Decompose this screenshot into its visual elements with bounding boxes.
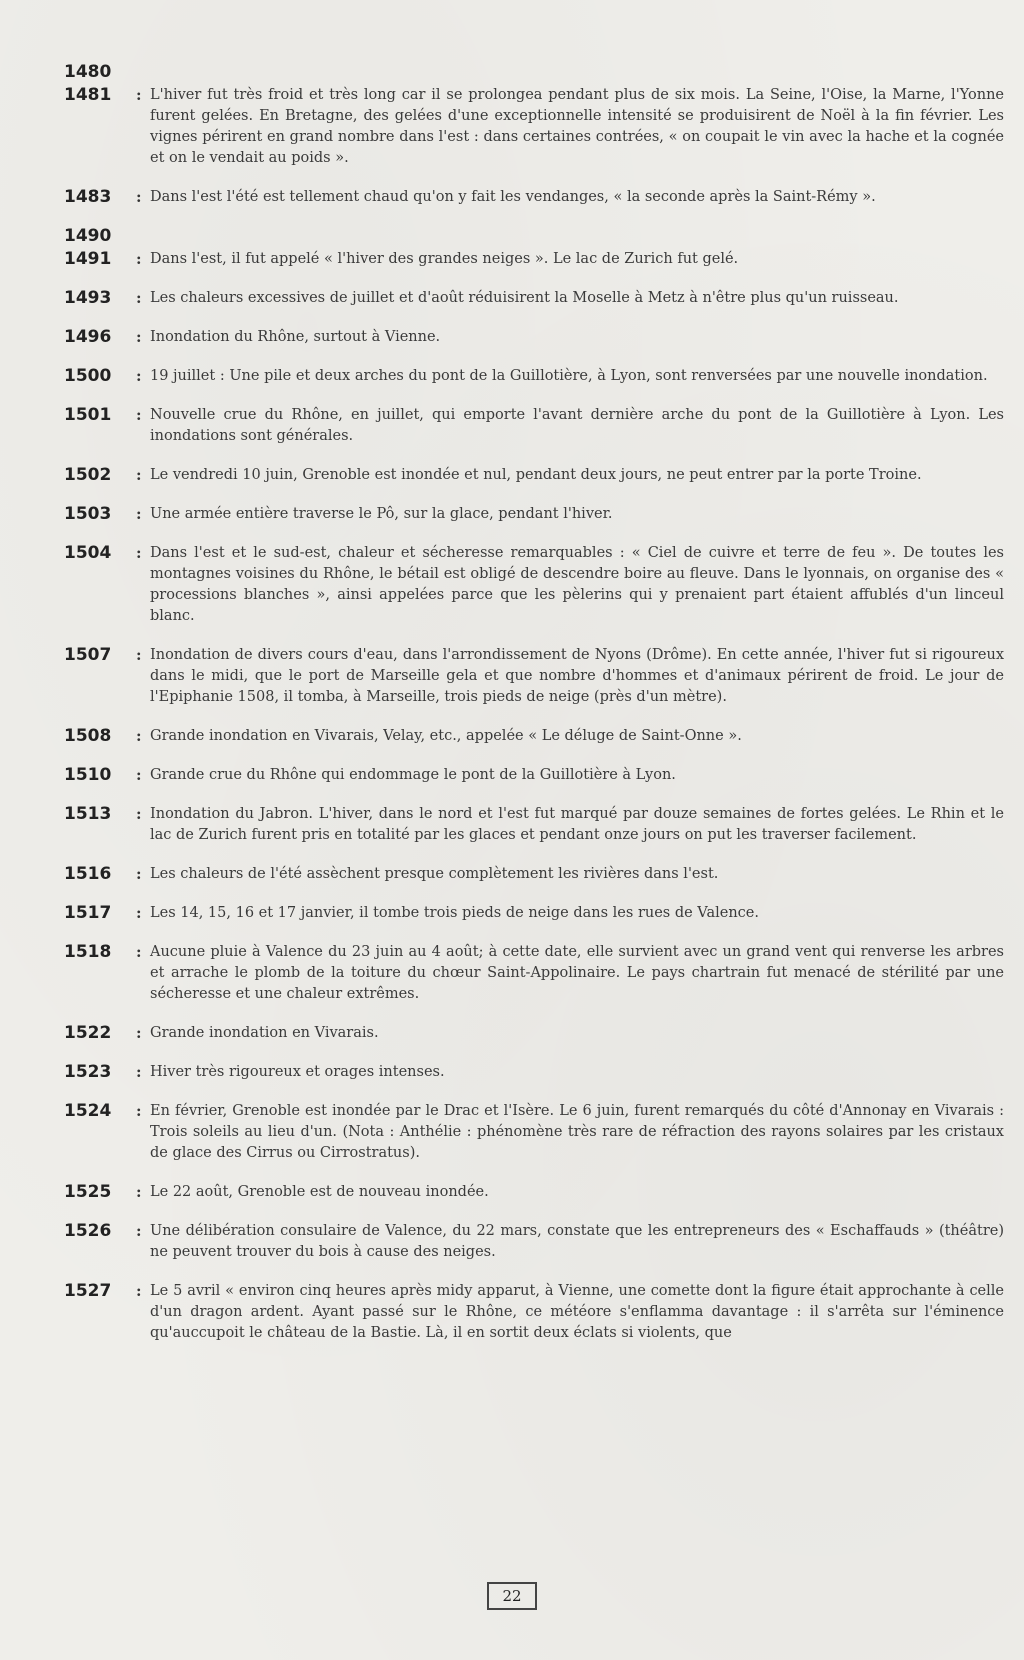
chronology-entry — [64, 226, 1004, 247]
entry-text: Aucune pluie à Valence du 23 juin au 4 août; à cette date, elle survient avec un grand vent qui renverse les arbres et arrache le plomb de la toiture du chœur Saint-Appolinaire. Le pays chartrain fut menacé de stérilité par une sécheresse et une chaleur extrêmes. — [150, 944, 1004, 1002]
entry-year: 1527 — [64, 1281, 112, 1301]
entry-text: Une délibération consulaire de Valence, du 22 mars, constate que les entrepreneurs des « Eschaffauds » (théâtre) ne peuvent trouver du bois à cause des neiges. — [150, 1223, 1004, 1260]
entry-text: Le vendredi 10 juin, Grenoble est inondée et nul, pendant deux jours, ne peut entrer par la porte Troine. — [150, 467, 922, 483]
chronology-entry — [64, 903, 1004, 924]
entry-year: 1504 — [64, 543, 112, 563]
chronology-entry — [64, 465, 1004, 486]
chronology-entry — [64, 804, 1004, 846]
entry-text: Inondation du Rhône, surtout à Vienne. — [150, 329, 441, 345]
entry-separator: : — [136, 646, 142, 664]
entry-year: 1502 — [64, 465, 112, 485]
entry-text: Grande inondation en Vivarais. — [150, 1025, 379, 1041]
entry-text: Hiver très rigoureux et orages intenses. — [150, 1064, 445, 1080]
entry-text: Dans l'est l'été est tellement chaud qu'on y fait les vendanges, « la seconde après la Saint-Rémy ». — [150, 189, 876, 205]
chronology-entry — [64, 327, 1004, 348]
chronology-entry — [64, 85, 1004, 169]
entry-separator: : — [136, 805, 142, 823]
chronology-entry — [64, 249, 1004, 270]
entry-year: 1480 — [64, 62, 112, 82]
entry-year: 1491 — [64, 249, 112, 269]
entry-year: 1508 — [64, 726, 112, 746]
entry-year: 1524 — [64, 1101, 112, 1121]
chronology-entry — [64, 1023, 1004, 1044]
entry-separator: : — [136, 1222, 142, 1240]
chronology-entry — [64, 288, 1004, 309]
entry-year: 1522 — [64, 1023, 112, 1043]
chronology-entry — [64, 187, 1004, 208]
entry-separator: : — [136, 328, 142, 346]
entry-text: Inondation du Jabron. L'hiver, dans le nord et l'est fut marqué par douze semaines de fortes gelées. Le Rhin et le lac de Zurich furent pris en totalité par les glaces et pendant onze jours on put les traverser facilement. — [150, 806, 1004, 843]
chronology-entry — [64, 62, 1004, 83]
entry-separator: : — [136, 544, 142, 562]
entry-separator: : — [136, 865, 142, 883]
entry-separator: : — [136, 86, 142, 104]
entry-text: Dans l'est et le sud-est, chaleur et sécheresse remarquables : « Ciel de cuivre et terre de feu ». De toutes les montagnes voisines du Rhône, le bétail est obligé de descendre boire au fleuve. Dans le lyonnais, on organise des « processions blanches », ainsi appelées parce que les pèlerins qui y prenaient part étaient affublés d'un linceul blanc. — [150, 545, 1004, 624]
chronology-entry — [64, 1281, 1004, 1344]
entry-year: 1501 — [64, 405, 112, 425]
chronology-entry — [64, 765, 1004, 786]
entry-separator: : — [136, 367, 142, 385]
entry-year: 1490 — [64, 226, 112, 246]
chronology-entry — [64, 645, 1004, 708]
entry-text: Grande inondation en Vivarais, Velay, etc., appelée « Le déluge de Saint-Onne ». — [150, 728, 742, 744]
entry-year: 1500 — [64, 366, 112, 386]
chronology-entry — [64, 366, 1004, 387]
entry-year: 1513 — [64, 804, 112, 824]
entry-text: Grande crue du Rhône qui endommage le pont de la Guillotière à Lyon. — [150, 767, 676, 783]
entry-text: Inondation de divers cours d'eau, dans l'arrondissement de Nyons (Drôme). En cette année, l'hiver fut si rigoureux dans le midi, que le port de Marseille gela et que nombre d'hommes et d'animaux périrent de froid. Le jour de l'Epiphanie 1508, il tomba, à Marseille, trois pieds de neige (près d'un mètre). — [150, 647, 1004, 705]
chronology-entry — [64, 864, 1004, 885]
entry-year: 1503 — [64, 504, 112, 524]
entry-text: Les chaleurs de l'été assèchent presque complètement les rivières dans l'est. — [150, 866, 719, 882]
chronology-entry — [64, 504, 1004, 525]
entry-year: 1496 — [64, 327, 112, 347]
chronology-entry — [64, 1062, 1004, 1083]
entry-text: Nouvelle crue du Rhône, en juillet, qui emporte l'avant dernière arche du pont de la Guillotière à Lyon. Les inondations sont générales. — [150, 407, 1004, 444]
entry-text: Le 5 avril « environ cinq heures après midy apparut, à Vienne, une comette dont la figure était approchante à celle d'un dragon ardent. Ayant passé sur le Rhône, ce météore s'enflamma davantage : il s'arrêta sur l'éminence qu'auccupoit le château de la Bastie. Là, il en sortit deux éclats si violents, que — [150, 1283, 1004, 1341]
entry-year: 1493 — [64, 288, 112, 308]
entry-year: 1481 — [64, 85, 112, 105]
entry-separator: : — [136, 505, 142, 523]
chronology-entry — [64, 726, 1004, 747]
entry-separator: : — [136, 943, 142, 961]
entry-separator: : — [136, 1102, 142, 1120]
entry-year: 1516 — [64, 864, 112, 884]
chronology-entry — [64, 942, 1004, 1005]
entry-separator: : — [136, 1063, 142, 1081]
entry-year: 1483 — [64, 187, 112, 207]
entry-separator: : — [136, 406, 142, 424]
entry-separator: : — [136, 1183, 142, 1201]
entry-separator: : — [136, 766, 142, 784]
entry-year: 1517 — [64, 903, 112, 923]
chronology-entry — [64, 1101, 1004, 1164]
chronology-entry — [64, 1182, 1004, 1203]
entry-year: 1523 — [64, 1062, 112, 1082]
entry-text: En février, Grenoble est inondée par le Drac et l'Isère. Le 6 juin, furent remarqués du côté d'Annonay en Vivarais : Trois soleils au lieu d'un. (Nota : Anthélie : phénomène très rare de réfraction des rayons solaires par les cristaux de glace des Cirrus ou Cirrostratus). — [150, 1103, 1004, 1161]
entry-separator: : — [136, 466, 142, 484]
entry-separator: : — [136, 727, 142, 745]
entry-separator: : — [136, 1024, 142, 1042]
entry-text: Une armée entière traverse le Pô, sur la glace, pendant l'hiver. — [150, 506, 613, 522]
entry-text: Le 22 août, Grenoble est de nouveau inondée. — [150, 1184, 489, 1200]
entry-text: Dans l'est, il fut appelé « l'hiver des grandes neiges ». Le lac de Zurich fut gelé. — [150, 251, 739, 267]
chronology-entry — [64, 405, 1004, 447]
entry-text: Les chaleurs excessives de juillet et d'août réduisirent la Moselle à Metz à n'être plus qu'un ruisseau. — [150, 290, 899, 306]
entry-year: 1507 — [64, 645, 112, 665]
entry-separator: : — [136, 904, 142, 922]
entry-separator: : — [136, 188, 142, 206]
entry-year: 1526 — [64, 1221, 112, 1241]
chronology-entry — [64, 1221, 1004, 1263]
chronology-list — [64, 62, 1004, 1362]
entry-year: 1518 — [64, 942, 112, 962]
page-number: 22 — [487, 1582, 537, 1610]
page-footer — [0, 1582, 1024, 1610]
entry-separator: : — [136, 289, 142, 307]
entry-year: 1525 — [64, 1182, 112, 1202]
entry-text: L'hiver fut très froid et très long car il se prolongea pendant plus de six mois. La Seine, l'Oise, la Marne, l'Yonne furent gelées. En Bretagne, des gelées d'une exceptionnelle intensité se produisirent de Noël à la fin février. Les vignes périrent en grand nombre dans l'est : dans certaines contrées, « on coupait le vin avec la hache et la cognée et on le vendait au poids ». — [150, 87, 1004, 166]
entry-year: 1510 — [64, 765, 112, 785]
entry-text: Les 14, 15, 16 et 17 janvier, il tombe trois pieds de neige dans les rues de Valence. — [150, 905, 759, 921]
entry-separator: : — [136, 1282, 142, 1300]
entry-separator: : — [136, 250, 142, 268]
entry-text: 19 juillet : Une pile et deux arches du pont de la Guillotière, à Lyon, sont renversées par une nouvelle inondation. — [150, 368, 988, 384]
chronology-entry — [64, 543, 1004, 627]
